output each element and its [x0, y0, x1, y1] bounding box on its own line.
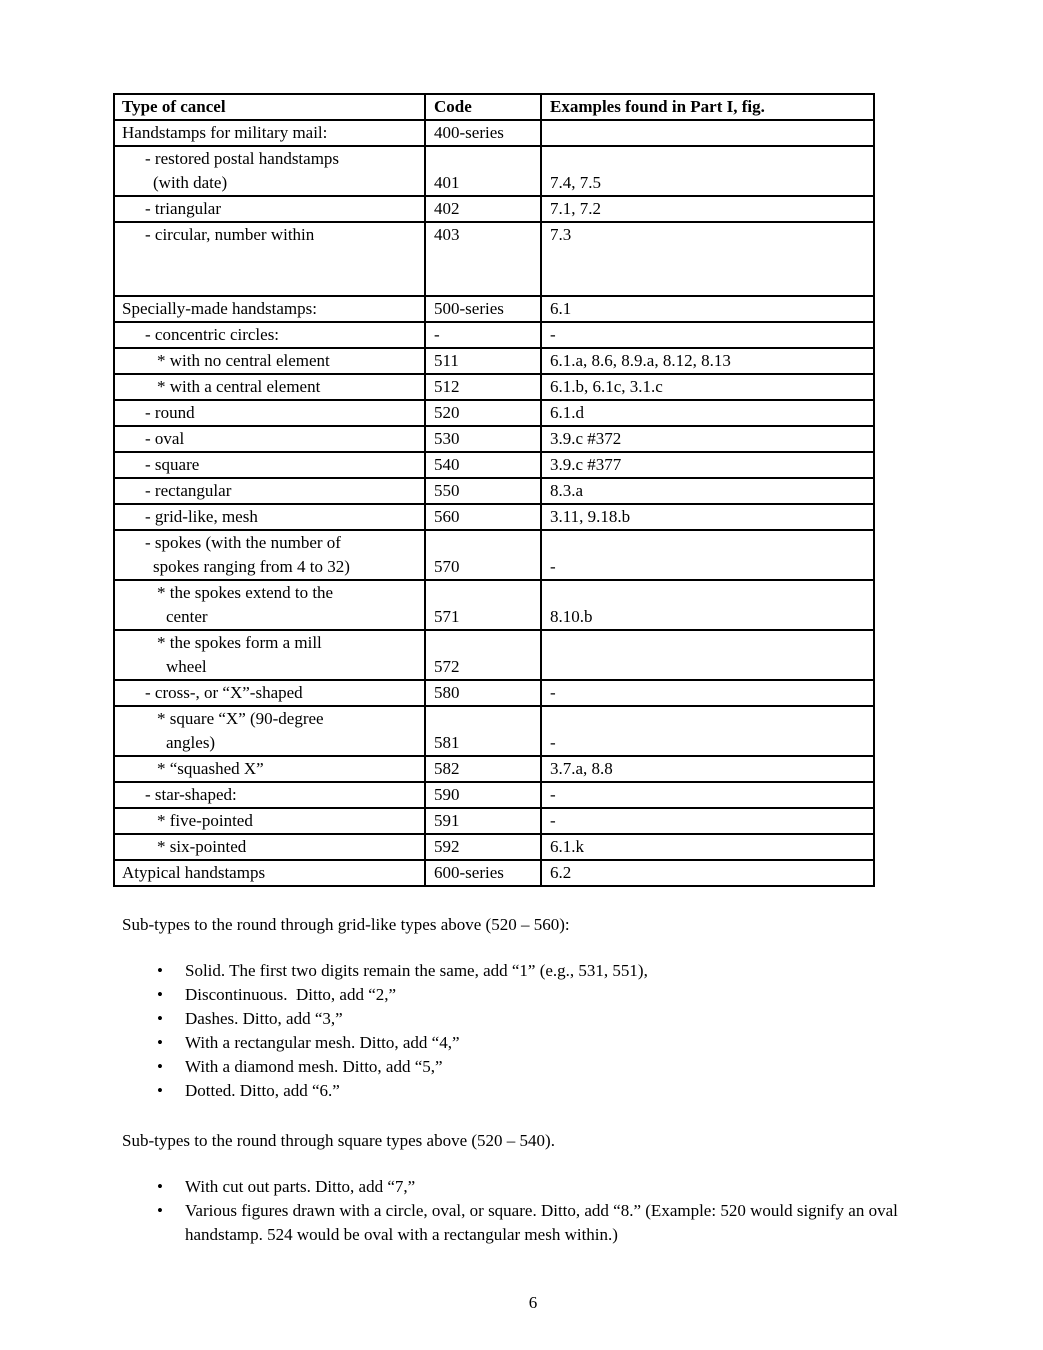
table-row — [114, 426, 874, 452]
type-of-cancel-cell — [114, 120, 425, 146]
type-line: * “squashed X” — [157, 759, 264, 778]
type-line: spokes ranging from 4 to 32) — [153, 557, 350, 576]
type-of-cancel-cell — [114, 146, 425, 196]
type-of-cancel-cell — [114, 400, 425, 426]
list-item-text: With a rectangular mesh. Ditto, add “4,” — [185, 1033, 460, 1052]
examples-cell: 6.1 — [541, 296, 874, 322]
table-row — [114, 374, 874, 400]
type-line: - restored postal handstamps — [145, 149, 340, 168]
type-of-cancel-cell — [114, 426, 425, 452]
list-item-text: Discontinuous. Ditto, add “2,” — [185, 985, 397, 1004]
code-cell: 560 — [425, 504, 541, 530]
subtypes-section-1 — [113, 913, 1043, 1103]
table-row — [114, 680, 874, 706]
table-header-row — [114, 94, 874, 120]
type-line: - star-shaped: — [145, 785, 237, 804]
code-cell: 550 — [425, 478, 541, 504]
table-row — [114, 756, 874, 782]
code-cell: 581 — [425, 706, 541, 756]
type-line: Atypical handstamps — [122, 863, 266, 882]
type-line: * six-pointed — [157, 837, 247, 856]
list-item-text: Dotted. Ditto, add “6.” — [185, 1081, 340, 1100]
type-line: - grid-like, mesh — [145, 507, 258, 526]
bullet-icon: • — [157, 1081, 163, 1100]
list-item-text: Dashes. Ditto, add “3,” — [185, 1009, 343, 1028]
type-of-cancel-cell — [114, 348, 425, 374]
examples-cell: 6.1.d — [541, 400, 874, 426]
type-line: Handstamps for military mail: — [122, 123, 328, 142]
examples-cell — [541, 630, 874, 680]
examples-cell: 6.1.a, 8.6, 8.9.a, 8.12, 8.13 — [541, 348, 874, 374]
code-cell: 591 — [425, 808, 541, 834]
examples-cell: 6.1.k — [541, 834, 874, 860]
type-line: - rectangular — [145, 481, 232, 500]
code-cell: 512 — [425, 374, 541, 400]
type-line: * five-pointed — [157, 811, 253, 830]
examples-cell — [541, 120, 874, 146]
type-of-cancel-cell — [114, 808, 425, 834]
code-cell: 402 — [425, 196, 541, 222]
column-header-examples: Examples found in Part I, fig. — [541, 94, 874, 120]
list-item — [113, 1199, 925, 1247]
list-item-text: With cut out parts. Ditto, add “7,” — [185, 1177, 416, 1196]
bullet-icon: • — [157, 961, 163, 980]
type-of-cancel-cell — [114, 222, 425, 296]
table-row — [114, 860, 874, 886]
cancel-types-table — [113, 93, 875, 887]
type-line: * the spokes extend to the — [157, 583, 334, 602]
type-line: * square “X” (90-degree — [157, 709, 324, 728]
examples-cell: - — [541, 706, 874, 756]
column-header-type-of-cancel: Type of cancel — [114, 94, 425, 120]
type-line: - oval — [145, 429, 185, 448]
type-of-cancel-cell — [114, 296, 425, 322]
examples-cell: 8.10.b — [541, 580, 874, 630]
examples-cell: - — [541, 322, 874, 348]
code-cell: 570 — [425, 530, 541, 580]
type-line: Specially-made handstamps: — [122, 299, 317, 318]
code-cell: 500-series — [425, 296, 541, 322]
bullet-list — [113, 1175, 925, 1247]
examples-cell: 3.9.c #377 — [541, 452, 874, 478]
code-cell: 511 — [425, 348, 541, 374]
table-row — [114, 120, 874, 146]
table-row — [114, 580, 874, 630]
code-cell: 540 — [425, 452, 541, 478]
table-row — [114, 630, 874, 680]
bullet-icon: • — [157, 1201, 163, 1220]
list-item — [113, 1079, 925, 1103]
type-of-cancel-cell — [114, 630, 425, 680]
subtypes-section-2 — [113, 1129, 1043, 1247]
type-line: * with a central element — [157, 377, 321, 396]
table-row — [114, 706, 874, 756]
examples-cell: - — [541, 530, 874, 580]
section-heading: Sub-types to the round through grid-like types above (520 – 560): — [122, 915, 570, 934]
type-line: - concentric circles: — [145, 325, 280, 344]
code-cell: 572 — [425, 630, 541, 680]
type-of-cancel-cell — [114, 374, 425, 400]
examples-cell: - — [541, 680, 874, 706]
examples-cell: 3.9.c #372 — [541, 426, 874, 452]
table-row — [114, 530, 874, 580]
table-row — [114, 782, 874, 808]
type-of-cancel-cell — [114, 478, 425, 504]
examples-cell: 6.1.b, 6.1c, 3.1.c — [541, 374, 874, 400]
type-line: (with date) — [153, 173, 228, 192]
type-of-cancel-cell — [114, 860, 425, 886]
table-row — [114, 834, 874, 860]
code-cell: 600-series — [425, 860, 541, 886]
type-line: - circular, number within — [145, 225, 315, 244]
bullet-list — [113, 959, 925, 1103]
bullet-icon: • — [157, 985, 163, 1004]
code-cell: 590 — [425, 782, 541, 808]
list-item — [113, 1007, 925, 1031]
type-of-cancel-cell — [114, 452, 425, 478]
type-line: * with no central element — [157, 351, 330, 370]
type-line: center — [166, 607, 208, 626]
bullet-icon: • — [157, 1009, 163, 1028]
table-row — [114, 348, 874, 374]
type-of-cancel-cell — [114, 782, 425, 808]
type-of-cancel-cell — [114, 504, 425, 530]
code-cell: 571 — [425, 580, 541, 630]
code-cell: 401 — [425, 146, 541, 196]
table-row — [114, 478, 874, 504]
type-line: - triangular — [145, 199, 221, 218]
examples-cell: - — [541, 782, 874, 808]
table-row — [114, 504, 874, 530]
list-item — [113, 1175, 925, 1199]
page-number: 6 — [528, 1293, 538, 1312]
table-row — [114, 296, 874, 322]
table-row — [114, 196, 874, 222]
type-line: - square — [145, 455, 200, 474]
type-of-cancel-cell — [114, 756, 425, 782]
type-of-cancel-cell — [114, 706, 425, 756]
column-header-code: Code — [425, 94, 541, 120]
table-row — [114, 808, 874, 834]
bullet-icon: • — [157, 1057, 163, 1076]
examples-cell: 7.3 — [541, 222, 874, 296]
examples-cell: 8.3.a — [541, 478, 874, 504]
type-of-cancel-cell — [114, 680, 425, 706]
type-line: - round — [145, 403, 195, 422]
bullet-icon: • — [157, 1033, 163, 1052]
code-cell: 582 — [425, 756, 541, 782]
section-heading: Sub-types to the round through square types above (520 – 540). — [122, 1131, 555, 1150]
list-item — [113, 983, 925, 1007]
code-cell: 580 — [425, 680, 541, 706]
type-line: angles) — [166, 733, 216, 752]
examples-cell: 3.11, 9.18.b — [541, 504, 874, 530]
type-line: - spokes (with the number of — [145, 533, 341, 552]
code-cell: 403 — [425, 222, 541, 296]
list-item — [113, 1055, 925, 1079]
type-line: * the spokes form a mill — [157, 633, 322, 652]
examples-cell: 3.7.a, 8.8 — [541, 756, 874, 782]
table-row — [114, 146, 874, 196]
examples-cell: 7.4, 7.5 — [541, 146, 874, 196]
list-item — [113, 1031, 925, 1055]
type-line: wheel — [166, 657, 207, 676]
type-of-cancel-cell — [114, 196, 425, 222]
code-cell: 400-series — [425, 120, 541, 146]
list-item-text: With a diamond mesh. Ditto, add “5,” — [185, 1057, 443, 1076]
type-of-cancel-cell — [114, 580, 425, 630]
code-cell: 520 — [425, 400, 541, 426]
list-item — [113, 959, 925, 983]
table-row — [114, 222, 874, 296]
type-line: - cross-, or “X”-shaped — [145, 683, 303, 702]
examples-cell: - — [541, 808, 874, 834]
type-of-cancel-cell — [114, 834, 425, 860]
type-of-cancel-cell — [114, 322, 425, 348]
bullet-icon: • — [157, 1177, 163, 1196]
list-item-text: Solid. The first two digits remain the same, add “1” (e.g., 531, 551), — [185, 961, 648, 980]
table-row — [114, 322, 874, 348]
table-row — [114, 452, 874, 478]
code-cell: 592 — [425, 834, 541, 860]
list-item-text: Various figures drawn with a circle, oval, or square. Ditto, add “8.” (Example: 520 would signify an oval handstamp. 524 would be oval with a rectangular mesh within.) — [185, 1201, 903, 1244]
code-cell: 530 — [425, 426, 541, 452]
code-cell: - — [425, 322, 541, 348]
examples-cell: 6.2 — [541, 860, 874, 886]
type-of-cancel-cell — [114, 530, 425, 580]
examples-cell: 7.1, 7.2 — [541, 196, 874, 222]
table-row — [114, 400, 874, 426]
